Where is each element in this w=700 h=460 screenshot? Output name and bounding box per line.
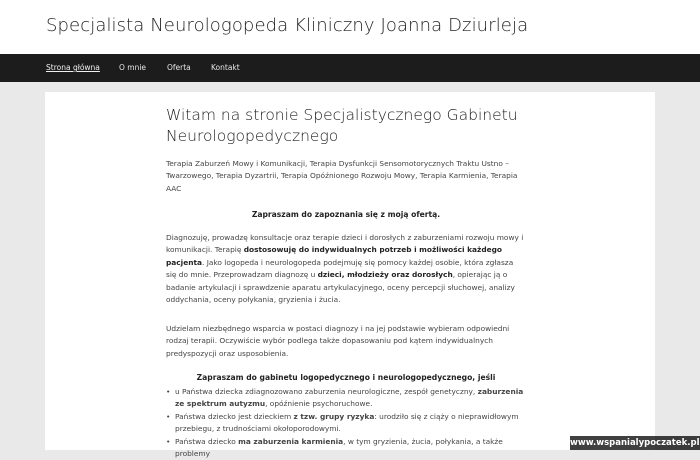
clinic-invitation: Zapraszam do gabinetu logopedycznego i neurologopedycznego, jeśli: [196, 373, 496, 382]
site-header: [0, 0, 700, 54]
nav-item-about[interactable]: O mnie: [119, 63, 147, 72]
list-item-text: Państwa dziecko jest dzieckiem: [175, 411, 294, 421]
site-title[interactable]: Specjalista Neurologopeda Kliniczny Joanna Dziurleja: [46, 15, 529, 36]
watermark: www.wspanialypoczatek.pl: [570, 438, 700, 448]
content-card: [45, 92, 655, 459]
list-item-bold: ma zaburzenia karmienia: [238, 436, 344, 446]
main-navigation: [0, 54, 700, 82]
diagnosis-bold-1: dostosowuję do indywidualnych potrzeb i możliwości każdego pacjenta: [166, 245, 502, 267]
nav-item-home[interactable]: Strona główna: [46, 63, 100, 72]
list-item-text: : urodziło się z ciąży o nieprawidłowym przebiegu, z trudnościami okołoporodowymi.: [175, 411, 519, 434]
page-title: Witam na stronie Specjalistycznego Gabinetu Neurologopedycznego: [166, 106, 518, 145]
list-item-text: u Państwa dziecka zdiagnozowano zaburzenia neurologiczne, zespół genetyczny,: [175, 387, 478, 396]
diagnosis-paragraph: [166, 232, 526, 306]
list-item-bold: zaburzenia ze spektrum autyzmu: [175, 387, 524, 409]
list-item-text: Państwa dziecko: [175, 436, 239, 446]
list-item-text: , opóźnienie psychoruchowe.: [265, 399, 373, 409]
nav-item-contact[interactable]: Kontakt: [211, 63, 240, 72]
intro-paragraph: Terapia Zaburzeń Mowy i Komunikacji, Terapia Dysfunkcji Sensomotorycznych Traktu Ustno – Twarzowego, Terapia Dyzartrii, Terapia Opóźnionego Rozwoju Mowy, Terapia Karmienia, Terapia AAC: [166, 159, 518, 193]
nav-item-offer[interactable]: Oferta: [167, 63, 191, 72]
list-item-text: , w tym gryzienia, żucia, połykania, a także problemy: [175, 436, 503, 459]
list-item: [166, 386, 526, 411]
diagnosis-bold-2: dzieci, młodzieży oraz dorosłych: [317, 270, 453, 280]
indications-list: [166, 386, 526, 460]
diagnosis-text-1: Diagnozuję, prowadzę konsultacje oraz terapie dzieci i dorosłych z zaburzeniami rozwoju mowy i komunikacji. Terapię: [166, 233, 524, 255]
diagnosis-text-2: . Jako logopeda i neurologopeda podejmuję się pomocy każdej osobie, która zgłasza się do mnie. Przeprowadzam diagnozę u: [166, 257, 514, 280]
list-item-bold: z tzw. grupy ryzyka: [293, 411, 375, 421]
diagnosis-text-3: , opierając ją o badanie artykulacji i sprawdzenie aparatu artykulacyjnego, oceny percepcji słuchowej, analizy oddychania, oceny połykania, gryzienia i żucia.: [166, 270, 515, 305]
support-paragraph: Udzielam niezbędnego wsparcia w postaci diagnozy i na jej podstawie wybieram odpowiedni rodzaj terapii. Oczywiście wybór podlega także dopasowaniu pod kątem indywidualnych predyspozycji oraz usposobienia.: [166, 324, 510, 358]
offer-invitation: Zapraszam do zapoznania się z moją ofertą.: [251, 210, 441, 219]
list-item: [166, 436, 526, 460]
list-item: [166, 411, 526, 436]
